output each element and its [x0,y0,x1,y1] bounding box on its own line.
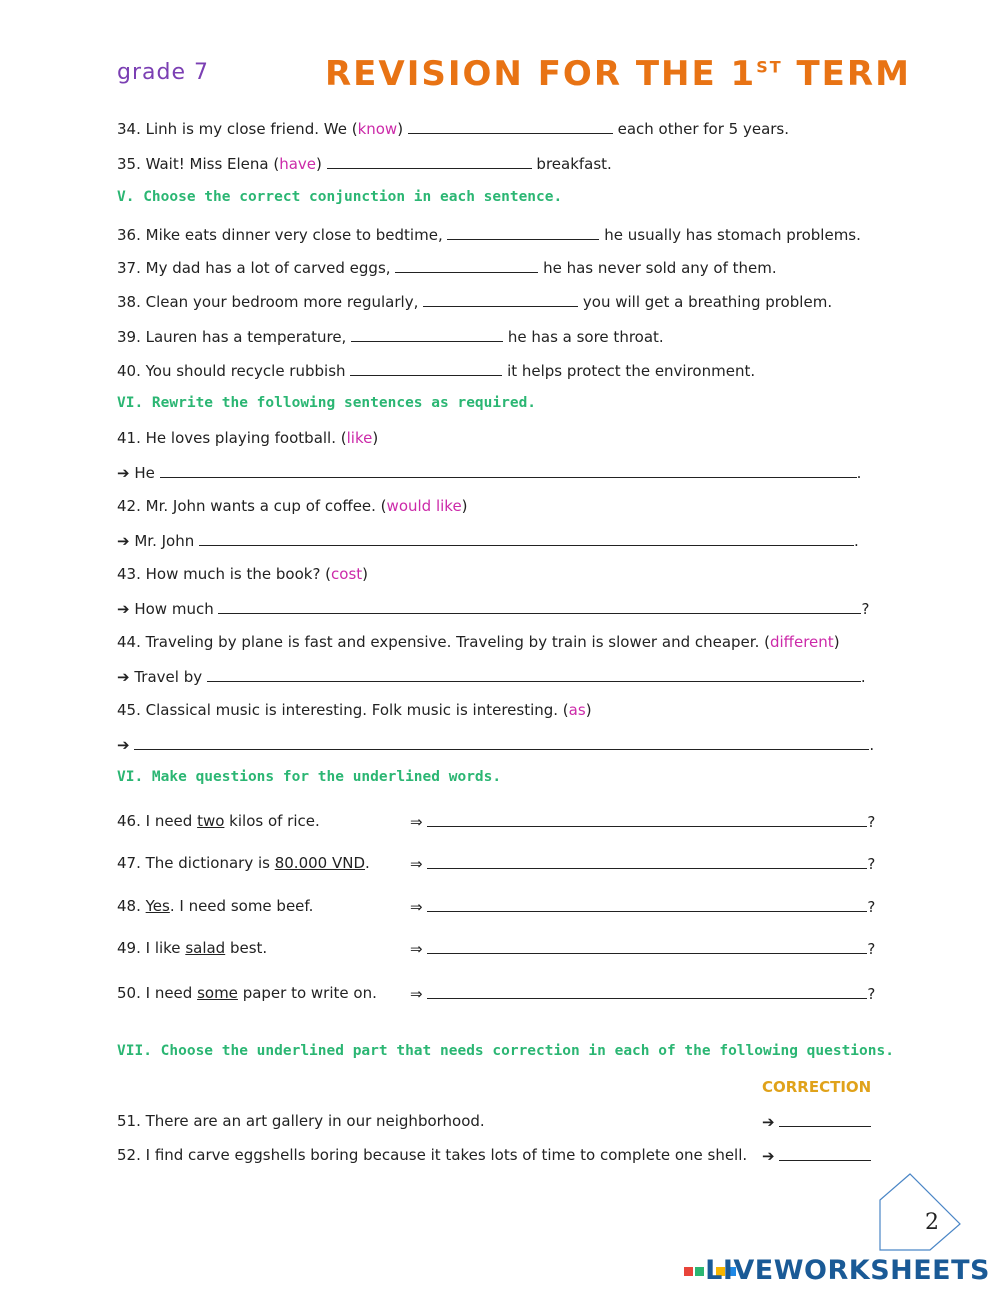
correction-line-52: ➔ [762,1146,871,1165]
question-42: 42. Mr. John wants a cup of coffee. (would like) [117,497,468,515]
question-43: 43. How much is the book? (cost) [117,565,369,583]
question-35: 35. Wait! Miss Elena (have) breakfast. [117,155,612,173]
question-45: 45. Classical music is interesting. Folk music is interesting. (as) [117,701,592,719]
correction-blank-52[interactable] [779,1146,871,1161]
page-number: 2 [925,1210,939,1235]
section-v-heading: V. Choose the correct conjunction in each sentence. [117,189,563,205]
question-49: 49. I like salad best. [117,939,268,957]
answer-blank-36[interactable] [447,225,599,240]
liveworksheets-logo: LIVEWORKSHEETS [683,1255,990,1286]
answer-blank-38[interactable] [423,292,578,307]
question-37: 37. My dad has a lot of carved eggs, he has never sold any of them. [117,259,777,277]
answer-line-45: ➔ . [117,736,875,754]
answer-line-44: ➔ Travel by . [117,668,866,686]
question-46: 46. I need two kilos of rice. [117,812,320,830]
question-40: 40. You should recycle rubbish it helps protect the environment. [117,362,756,380]
correction-line-51: ➔ [762,1112,871,1131]
question-38: 38. Clean your bedroom more regularly, you will get a breathing problem. [117,293,833,311]
answer-blank-37[interactable] [395,258,538,273]
answer-line-50: ⇒ ? [410,985,876,1003]
answer-blank-40[interactable] [350,361,502,376]
answer-blank-46[interactable] [427,812,867,827]
answer-blank-34[interactable] [408,119,613,134]
answer-blank-49[interactable] [427,939,867,954]
page-tag-icon [875,1172,965,1257]
correction-blank-51[interactable] [779,1112,871,1127]
answer-blank-48[interactable] [427,897,867,912]
question-36: 36. Mike eats dinner very close to bedtime, he usually has stomach problems. [117,226,861,244]
answer-blank-41[interactable] [160,463,857,478]
answer-blank-39[interactable] [351,327,503,342]
question-52: 52. I find carve eggshells boring because it takes lots of time to complete one shell. [117,1146,748,1164]
question-41: 41. He loves playing football. (like) [117,429,379,447]
answer-line-43: ➔ How much ? [117,600,870,618]
question-39: 39. Lauren has a temperature, he has a sore throat. [117,328,664,346]
question-50: 50. I need some paper to write on. [117,984,377,1002]
answer-line-42: ➔ Mr. John . [117,532,859,550]
answer-line-49: ⇒ ? [410,940,876,958]
answer-line-46: ⇒ ? [410,813,876,831]
answer-blank-44[interactable] [207,667,861,682]
correction-column-label: CORRECTION [762,1078,872,1096]
answer-line-41: ➔ He . [117,464,862,482]
answer-blank-43[interactable] [218,599,861,614]
page-title: REVISION FOR THE 1ST TERM [325,54,911,94]
answer-blank-47[interactable] [427,854,867,869]
answer-blank-45[interactable] [134,735,869,750]
grade-label: grade 7 [117,60,209,85]
question-51: 51. There are an art gallery in our neighborhood. [117,1112,485,1130]
section-vii-heading: VII. Choose the underlined part that needs correction in each of the following questions. [117,1043,894,1059]
logo-blocks-icon [683,1266,705,1277]
question-48: 48. Yes. I need some beef. [117,897,314,915]
question-47: 47. The dictionary is 80.000 VND. [117,854,370,872]
answer-line-48: ⇒ ? [410,898,876,916]
question-34: 34. Linh is my close friend. We (know) each other for 5 years. [117,120,790,138]
answer-line-47: ⇒ ? [410,855,876,873]
section-vi-heading: VI. Rewrite the following sentences as required. [117,395,537,411]
question-44: 44. Traveling by plane is fast and expensive. Traveling by train is slower and cheaper. (different) [117,633,840,651]
answer-blank-50[interactable] [427,984,867,999]
answer-blank-35[interactable] [327,154,532,169]
section-vi-questions-heading: VI. Make questions for the underlined words. [117,769,502,785]
answer-blank-42[interactable] [199,531,854,546]
